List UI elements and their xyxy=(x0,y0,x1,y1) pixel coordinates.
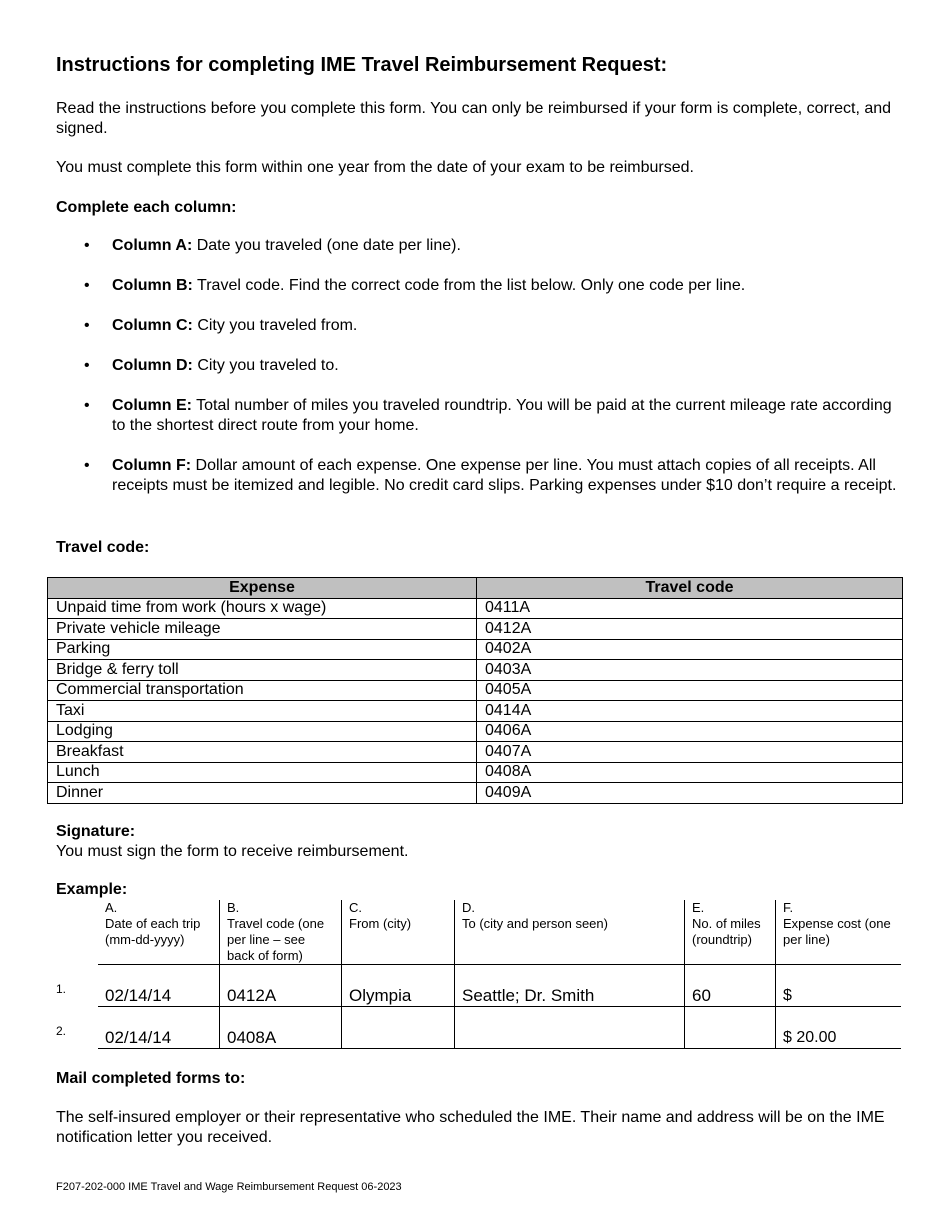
column-b-header xyxy=(220,900,342,965)
bullet-icon: • xyxy=(84,457,90,474)
table-row xyxy=(48,680,903,701)
expense-cell: Unpaid time from work (hours x wage) xyxy=(48,598,477,619)
bullet-icon: • xyxy=(84,237,90,254)
table-row xyxy=(48,721,903,742)
table-row xyxy=(48,742,903,763)
to-city-cell xyxy=(455,1007,685,1049)
form-footer: F207-202-000 IME Travel and Wage Reimbursement Request 06-2023 xyxy=(56,1181,402,1193)
table-row xyxy=(48,783,903,804)
table-row xyxy=(48,762,903,783)
column-letter: B. xyxy=(227,900,240,915)
column-label: Column A: xyxy=(112,237,193,254)
row-number: 2. xyxy=(56,1024,67,1038)
expense-cell: Taxi xyxy=(48,701,477,722)
column-text: Dollar amount of each expense. One expense per line. You must attach copies of all receipts. All receipts must be itemized and legible. No credit card slips. Parking expenses under $10 don’t require a receipt. xyxy=(112,457,897,494)
bullet-icon: • xyxy=(84,277,90,294)
column-header-text: No. of miles (roundtrip) xyxy=(692,916,761,947)
expense-cell: Private vehicle mileage xyxy=(48,619,477,640)
expense-cell: Commercial transportation xyxy=(48,680,477,701)
expense-column-header: Expense xyxy=(48,578,477,599)
column-d-instruction xyxy=(56,356,906,376)
column-f-instruction xyxy=(56,456,906,496)
column-text: City you traveled from. xyxy=(192,317,358,334)
deadline-paragraph: You must complete this form within one year from the date of your exam to be reimbursed. xyxy=(56,159,694,176)
expense-cost-cell: $ 20.00 xyxy=(776,1007,902,1049)
bullet-icon: • xyxy=(84,357,90,374)
example-table xyxy=(98,900,901,1049)
column-letter: A. xyxy=(105,900,118,915)
column-label: Column F: xyxy=(112,457,192,474)
table-row xyxy=(48,598,903,619)
columns-heading: Complete each column: xyxy=(56,199,237,216)
row-number: 1. xyxy=(56,982,67,996)
signature-text: You must sign the form to receive reimbursement. xyxy=(56,843,409,860)
miles-cell xyxy=(685,1007,776,1049)
column-e-header xyxy=(685,900,776,965)
table-row xyxy=(48,639,903,660)
travel-code-column-header: Travel code xyxy=(477,578,903,599)
column-instructions-list xyxy=(56,236,906,516)
mail-text: The self-insured employer or their representative who scheduled the IME. Their name and address will be on the IME notification letter you received. xyxy=(56,1109,885,1146)
column-label: Column B: xyxy=(112,277,193,294)
table-row xyxy=(48,701,903,722)
column-a-instruction xyxy=(56,236,906,256)
expense-cell: Breakfast xyxy=(48,742,477,763)
mail-heading: Mail completed forms to: xyxy=(56,1070,246,1087)
column-label: Column E: xyxy=(112,397,192,414)
miles-cell: 60 xyxy=(685,965,776,1007)
column-letter: E. xyxy=(692,900,705,915)
example-header-row xyxy=(98,900,901,965)
example-row xyxy=(98,1007,901,1049)
travel-code-cell: 0408A xyxy=(220,1007,342,1049)
column-letter: C. xyxy=(349,900,362,915)
column-header-text: Date of each trip (mm-dd-yyyy) xyxy=(105,916,201,947)
code-cell: 0406A xyxy=(477,721,903,742)
column-text: City you traveled to. xyxy=(192,357,339,374)
column-header-text: Expense cost (one per line) xyxy=(783,916,891,947)
expense-cell: Parking xyxy=(48,639,477,660)
column-text: Travel code. Find the correct code from the list below. Only one code per line. xyxy=(192,277,746,294)
column-text: Total number of miles you traveled roundtrip. You will be paid at the current mileage rate according to the shortest direct route from your home. xyxy=(112,397,892,434)
example-row xyxy=(98,965,901,1007)
column-c-instruction xyxy=(56,316,906,336)
code-cell: 0402A xyxy=(477,639,903,660)
column-e-instruction xyxy=(56,396,906,436)
column-label: Column D: xyxy=(112,357,193,374)
table-row xyxy=(48,660,903,681)
date-cell: 02/14/14 xyxy=(98,1007,220,1049)
column-f-header xyxy=(776,900,902,965)
code-cell: 0405A xyxy=(477,680,903,701)
code-cell: 0408A xyxy=(477,762,903,783)
bullet-icon: • xyxy=(84,317,90,334)
table-header-row xyxy=(48,578,903,599)
page-title: Instructions for completing IME Travel Reimbursement Request: xyxy=(56,54,668,76)
from-city-cell: Olympia xyxy=(342,965,455,1007)
expense-cost-cell: $ xyxy=(776,965,902,1007)
column-header-text: Travel code (one per line – see back of form) xyxy=(227,916,325,963)
from-city-cell xyxy=(342,1007,455,1049)
column-letter: D. xyxy=(462,900,475,915)
expense-cell: Lodging xyxy=(48,721,477,742)
code-cell: 0407A xyxy=(477,742,903,763)
date-cell: 02/14/14 xyxy=(98,965,220,1007)
column-label: Column C: xyxy=(112,317,193,334)
column-b-instruction xyxy=(56,276,906,296)
bullet-icon: • xyxy=(84,397,90,414)
expense-cell: Lunch xyxy=(48,762,477,783)
to-city-cell: Seattle; Dr. Smith xyxy=(455,965,685,1007)
travel-code-cell: 0412A xyxy=(220,965,342,1007)
intro-paragraph: Read the instructions before you complete this form. You can only be reimbursed if your form is complete, correct, and signed. xyxy=(56,100,892,137)
code-cell: 0403A xyxy=(477,660,903,681)
column-header-text: From (city) xyxy=(349,916,412,931)
travel-code-heading: Travel code: xyxy=(56,539,150,556)
column-letter: F. xyxy=(783,900,794,915)
code-cell: 0412A xyxy=(477,619,903,640)
column-a-header xyxy=(98,900,220,965)
travel-code-table xyxy=(47,577,903,804)
code-cell: 0414A xyxy=(477,701,903,722)
code-cell: 0409A xyxy=(477,783,903,804)
column-text: Date you traveled (one date per line). xyxy=(192,237,461,254)
table-row xyxy=(48,619,903,640)
expense-cell: Bridge & ferry toll xyxy=(48,660,477,681)
column-d-header xyxy=(455,900,685,965)
column-header-text: To (city and person seen) xyxy=(462,916,608,931)
code-cell: 0411A xyxy=(477,598,903,619)
expense-cell: Dinner xyxy=(48,783,477,804)
example-heading: Example: xyxy=(56,881,128,898)
column-c-header xyxy=(342,900,455,965)
signature-heading: Signature: xyxy=(56,823,136,840)
